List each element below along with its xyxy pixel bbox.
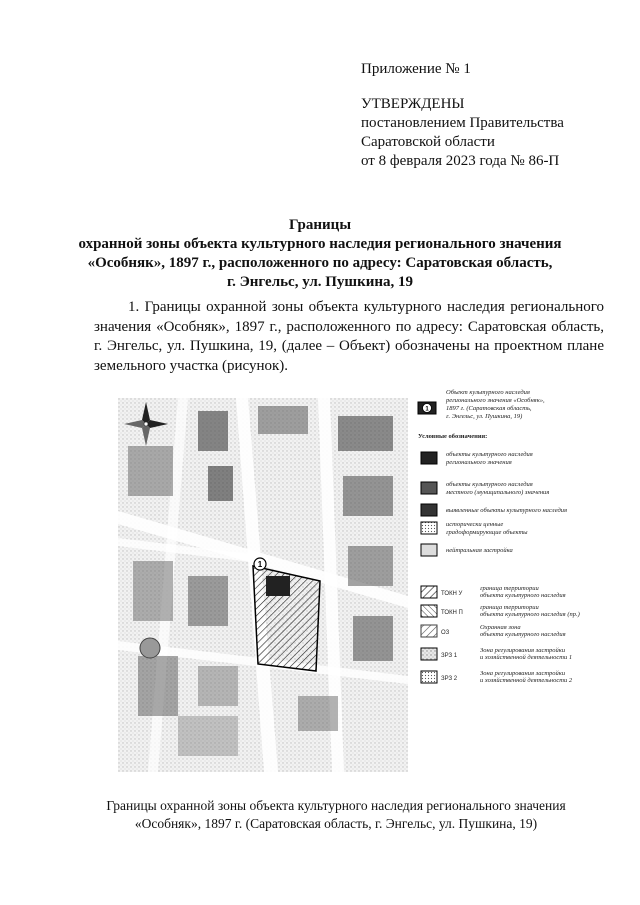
- legend-item-4-line-2: градоформирующие объекты: [446, 529, 528, 536]
- caption-line-1: Границы охранной зоны объекта культурного наследия регионального значения: [106, 798, 566, 813]
- legend-item-2-line-2: местного (муниципального) значения: [446, 489, 550, 496]
- zone-3-line-2: объекта культурного наследия: [480, 631, 566, 638]
- legend-item-5: нейтральная застройка: [446, 547, 513, 554]
- object-marker-number: 1: [257, 560, 263, 569]
- document-heading: [60, 216, 580, 292]
- legend-item-2-line-1: объекты культурного наследия: [446, 481, 533, 488]
- site-plan-svg: [118, 386, 580, 772]
- plan-figure: [118, 386, 580, 772]
- zone-4-line-1: Зона регулирования застройки: [480, 647, 566, 654]
- heading-line-3: «Особняк», 1897 г., расположенного по адресу: Саратовская область,: [87, 255, 553, 271]
- legend-item-3: выявленные объекты культурного наследия: [446, 507, 568, 514]
- zone-2-line-1: граница территории: [480, 604, 539, 611]
- zone-5-line-2: и хозяйственной деятельности 2: [480, 677, 573, 684]
- legend-conventions-title: Условные обозначения:: [418, 433, 488, 440]
- legend-object-title-2: регионального значения «Особняк»,: [446, 397, 545, 404]
- approved-date-line: от 8 февраля 2023 года № 86-П: [361, 153, 560, 169]
- legend-object-title-1: Объект культурного наследия: [446, 389, 530, 396]
- annex-number: Приложение № 1: [361, 61, 471, 77]
- approved-region-line: Саратовской области: [361, 134, 495, 150]
- zone-4-line-2: и хозяйственной деятельности 1: [480, 654, 573, 661]
- map-legend: [418, 389, 580, 684]
- legend-item-4-line-1: исторически ценные: [446, 521, 504, 528]
- zone-1-line-2: объекта культурного наследия: [480, 592, 566, 599]
- approved-by-line: постановлением Правительства: [361, 115, 564, 131]
- legend-item-1-line-1: объекты культурного наследия: [446, 451, 533, 458]
- figure-caption: [96, 797, 576, 833]
- zone-3-line-1: Охранная зона: [480, 624, 521, 631]
- heading-line-2: охранной зоны объекта культурного наследия регионального значения: [78, 236, 562, 252]
- legend-item-1-line-2: регионального значения: [446, 459, 512, 466]
- heading-line-1: Границы: [288, 217, 352, 233]
- zone-2-line-2: объекта культурного наследия (пр.): [480, 611, 580, 618]
- approval-block: [361, 60, 631, 171]
- caption-line-2: «Особняк», 1897 г. (Саратовская область, г. Энгельс, ул. Пушкина, 19): [134, 816, 538, 831]
- zone-code-tokn-p: ТОКН П: [441, 610, 463, 616]
- zone-code-oz: ОЗ: [441, 630, 450, 636]
- legend-object-number: 1: [425, 406, 429, 413]
- legend-object-title-3: 1897 г. (Саратовская область,: [446, 405, 532, 412]
- map-area: [118, 398, 408, 772]
- zone-code-tokn-u: ТОКН У: [441, 591, 463, 597]
- heading-line-4: г. Энгельс, ул. Пушкина, 19: [226, 274, 413, 290]
- zone-5-line-1: Зона регулирования застройки: [480, 670, 566, 677]
- zone-1-line-1: граница территории: [480, 585, 539, 592]
- zone-code-zrz-1: ЗРЗ 1: [441, 653, 458, 659]
- approved-label: УТВЕРЖДЕНЫ: [361, 96, 465, 112]
- heritage-object-building: [266, 576, 290, 596]
- zone-code-zrz-2: ЗРЗ 2: [441, 676, 458, 682]
- body-paragraph: 1. Границы охранной зоны объекта культурного наследия регионального значения «Особняк», 1897 г., расположенного по адресу: Саратовская область, г. Энгельс, ул. Пушкина, 19, (далее – Объект) обозначены на проектном плане земельного участка (рисунок).: [94, 299, 604, 374]
- legend-object-title-4: г. Энгельс, ул. Пушкина, 19): [446, 413, 523, 420]
